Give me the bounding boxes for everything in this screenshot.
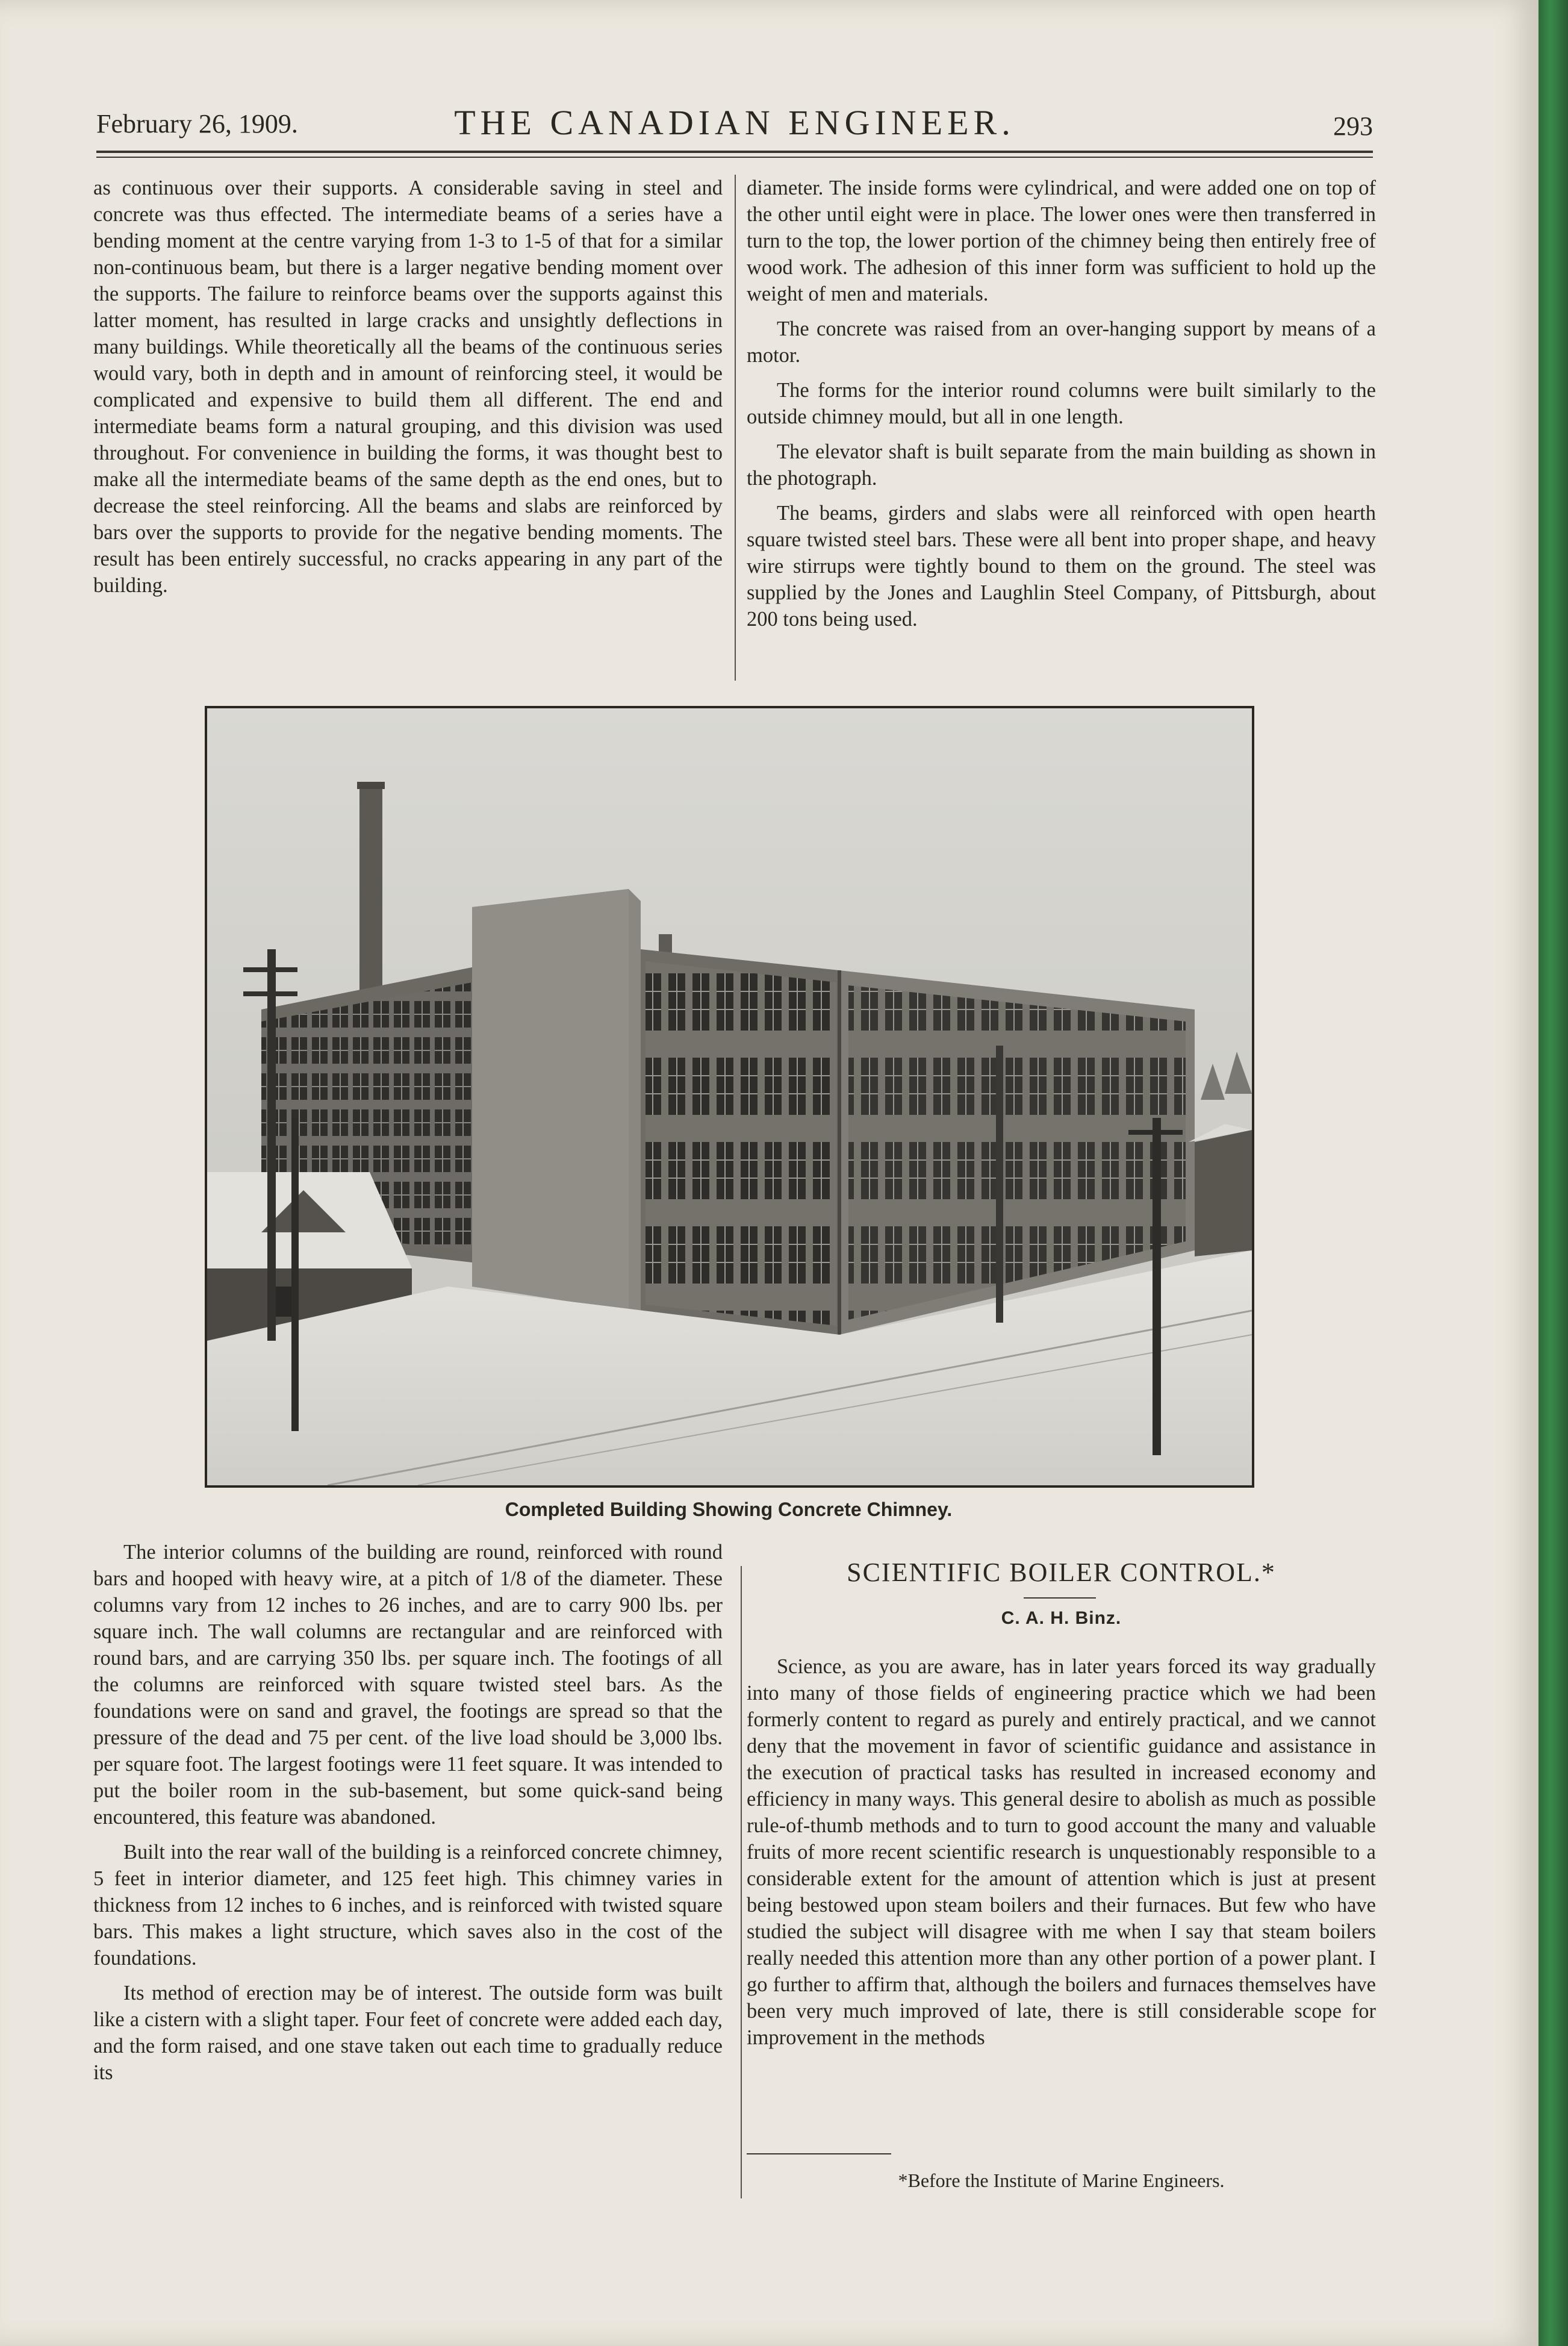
paragraph: The beams, girders and slabs were all reinforced with open hearth square twisted steel bars. These were all bent into proper shape, and heavy wire stirrups were tightly bound to them on the ground. The steel was supplied by the Jones and Laughlin Steel Company, of Pittsburgh, about 200 tons being used. [747, 502, 1376, 631]
building-photo-illustration [207, 708, 1252, 1485]
column-bottom-right [747, 1653, 1376, 2059]
column-divider [735, 175, 736, 681]
article-author: C. A. H. Binz. [1001, 1608, 1122, 1628]
issue-date: February 26, 1909. [96, 109, 298, 139]
header-rule [96, 151, 1373, 153]
footnote: *Before the Institute of Marine Engineers. [898, 2170, 1225, 2191]
photo-caption: Completed Building Showing Concrete Chimney. [505, 1499, 953, 1520]
building-photograph [205, 706, 1254, 1488]
footnote-rule [747, 2153, 891, 2154]
paragraph: diameter. The inside forms were cylindrical, and were added one on top of the other until eight were in place. The lower ones were then transferred in turn to the top, the lower portion of the chimney being then entirely free of wood work. The adhesion of this inner form was sufficient to hold up the weight of men and materials. [747, 176, 1376, 305]
paragraph: The forms for the interior round columns were built similarly to the outside chimney mould, but all in one length. [747, 379, 1376, 428]
paragraph: The interior columns of the building are round, reinforced with round bars and hooped with heavy wire, at a pitch of 1/8 of the diameter. These columns vary from 12 inches to 26 inches, and are to carry 900 lbs. per square inch. The wall columns are rectangular and are reinforced with round bars, and are carrying 350 lbs. per square inch. The footings of all the columns are reinforced with square twisted steel bars. As the foundations were on sand and gravel, the footings are spread so that the pressure of the dead and 75 per cent. of the live load should be 3,000 lbs. per square foot. The largest footings were 11 feet square. It was intended to put the boiler room in the sub-basement, but some quick-sand being encountered, this feature was abandoned. [93, 1541, 723, 1829]
column-bottom-left [93, 1539, 723, 2094]
paragraph: Its method of erection may be of interest. The outside form was built like a cistern with a slight taper. Four feet of concrete were added each day, and the form raised, and one stave taken out each time to gradually reduce its [93, 1982, 723, 2084]
paragraph: as continuous over their supports. A considerable saving in steel and concrete was thus effected. The intermediate beams of a series have a bending moment at the centre varying from 1-3 to 1-5 of that for a similar non-continuous beam, but there is a larger negative bending moment over the supports. The failure to reinforce beams over the supports against this latter moment, has resulted in large cracks and unsightly deflections in many buildings. While theoretically all the beams of the continuous series would vary, both in depth and in amount of reinforcing steel, it would be complicated and expensive to build them all different. The end and intermediate beams form a natural grouping, and this division was used throughout. For convenience in building the forms, it was thought best to make all the intermediate beams of the same depth as the end ones, but to decrease the steel reinforcing. All the beams and slabs are reinforced by bars over the supports to provide for the negative bending moments. The result has been entirely successful, no cracks appearing in any part of the building. [93, 176, 723, 597]
journal-title: THE CANADIAN ENGINEER. [454, 103, 1015, 142]
running-header [96, 102, 1373, 151]
paragraph: The concrete was raised from an over-hanging support by means of a motor. [747, 317, 1376, 367]
column-divider [741, 1566, 742, 2198]
paragraph: Science, as you are aware, has in later years forced its way gradually into many of those fields of engineering practice which we had been formerly content to regard as purely and entirely practical, and we cannot deny that the movement in favor of scientific guidance and assistance in the execution of practical tasks has resulted in increased economy and efficiency in many ways. This general desire to abolish as much as possible rule-of-thumb methods and to turn to good account the many and valuable fruits of more recent scientific research is unquestionably responsible to a considerable extent for the amount of attention which is just at present being bestowed upon steam boilers and their furnaces. But few who have studied the subject will disagree with me when I say that steam boilers really needed this attention more than any other portion of a power plant. I go further to affirm that, although the boilers and furnaces themselves have been very much improved of late, there is still considerable scope for improvement in the methods [747, 1655, 1376, 2049]
column-top-right [747, 175, 1376, 641]
title-rule [1024, 1597, 1096, 1599]
header-rule-thin [96, 157, 1373, 158]
article-title: SCIENTIFIC BOILER CONTROL.* [847, 1558, 1276, 1587]
paragraph: The elevator shaft is built separate from the main building as shown in the photograph. [747, 440, 1376, 490]
page-edge [1538, 0, 1568, 2346]
column-top-left [93, 175, 723, 607]
page-number: 293 [1333, 111, 1373, 141]
paragraph: Built into the rear wall of the building is a reinforced concrete chimney, 5 feet in interior diameter, and 125 feet high. This chimney varies in thickness from 12 inches to 6 inches, and is reinforced with twisted square bars. This makes a light structure, which saves also in the cost of the foundations. [93, 1841, 723, 1970]
